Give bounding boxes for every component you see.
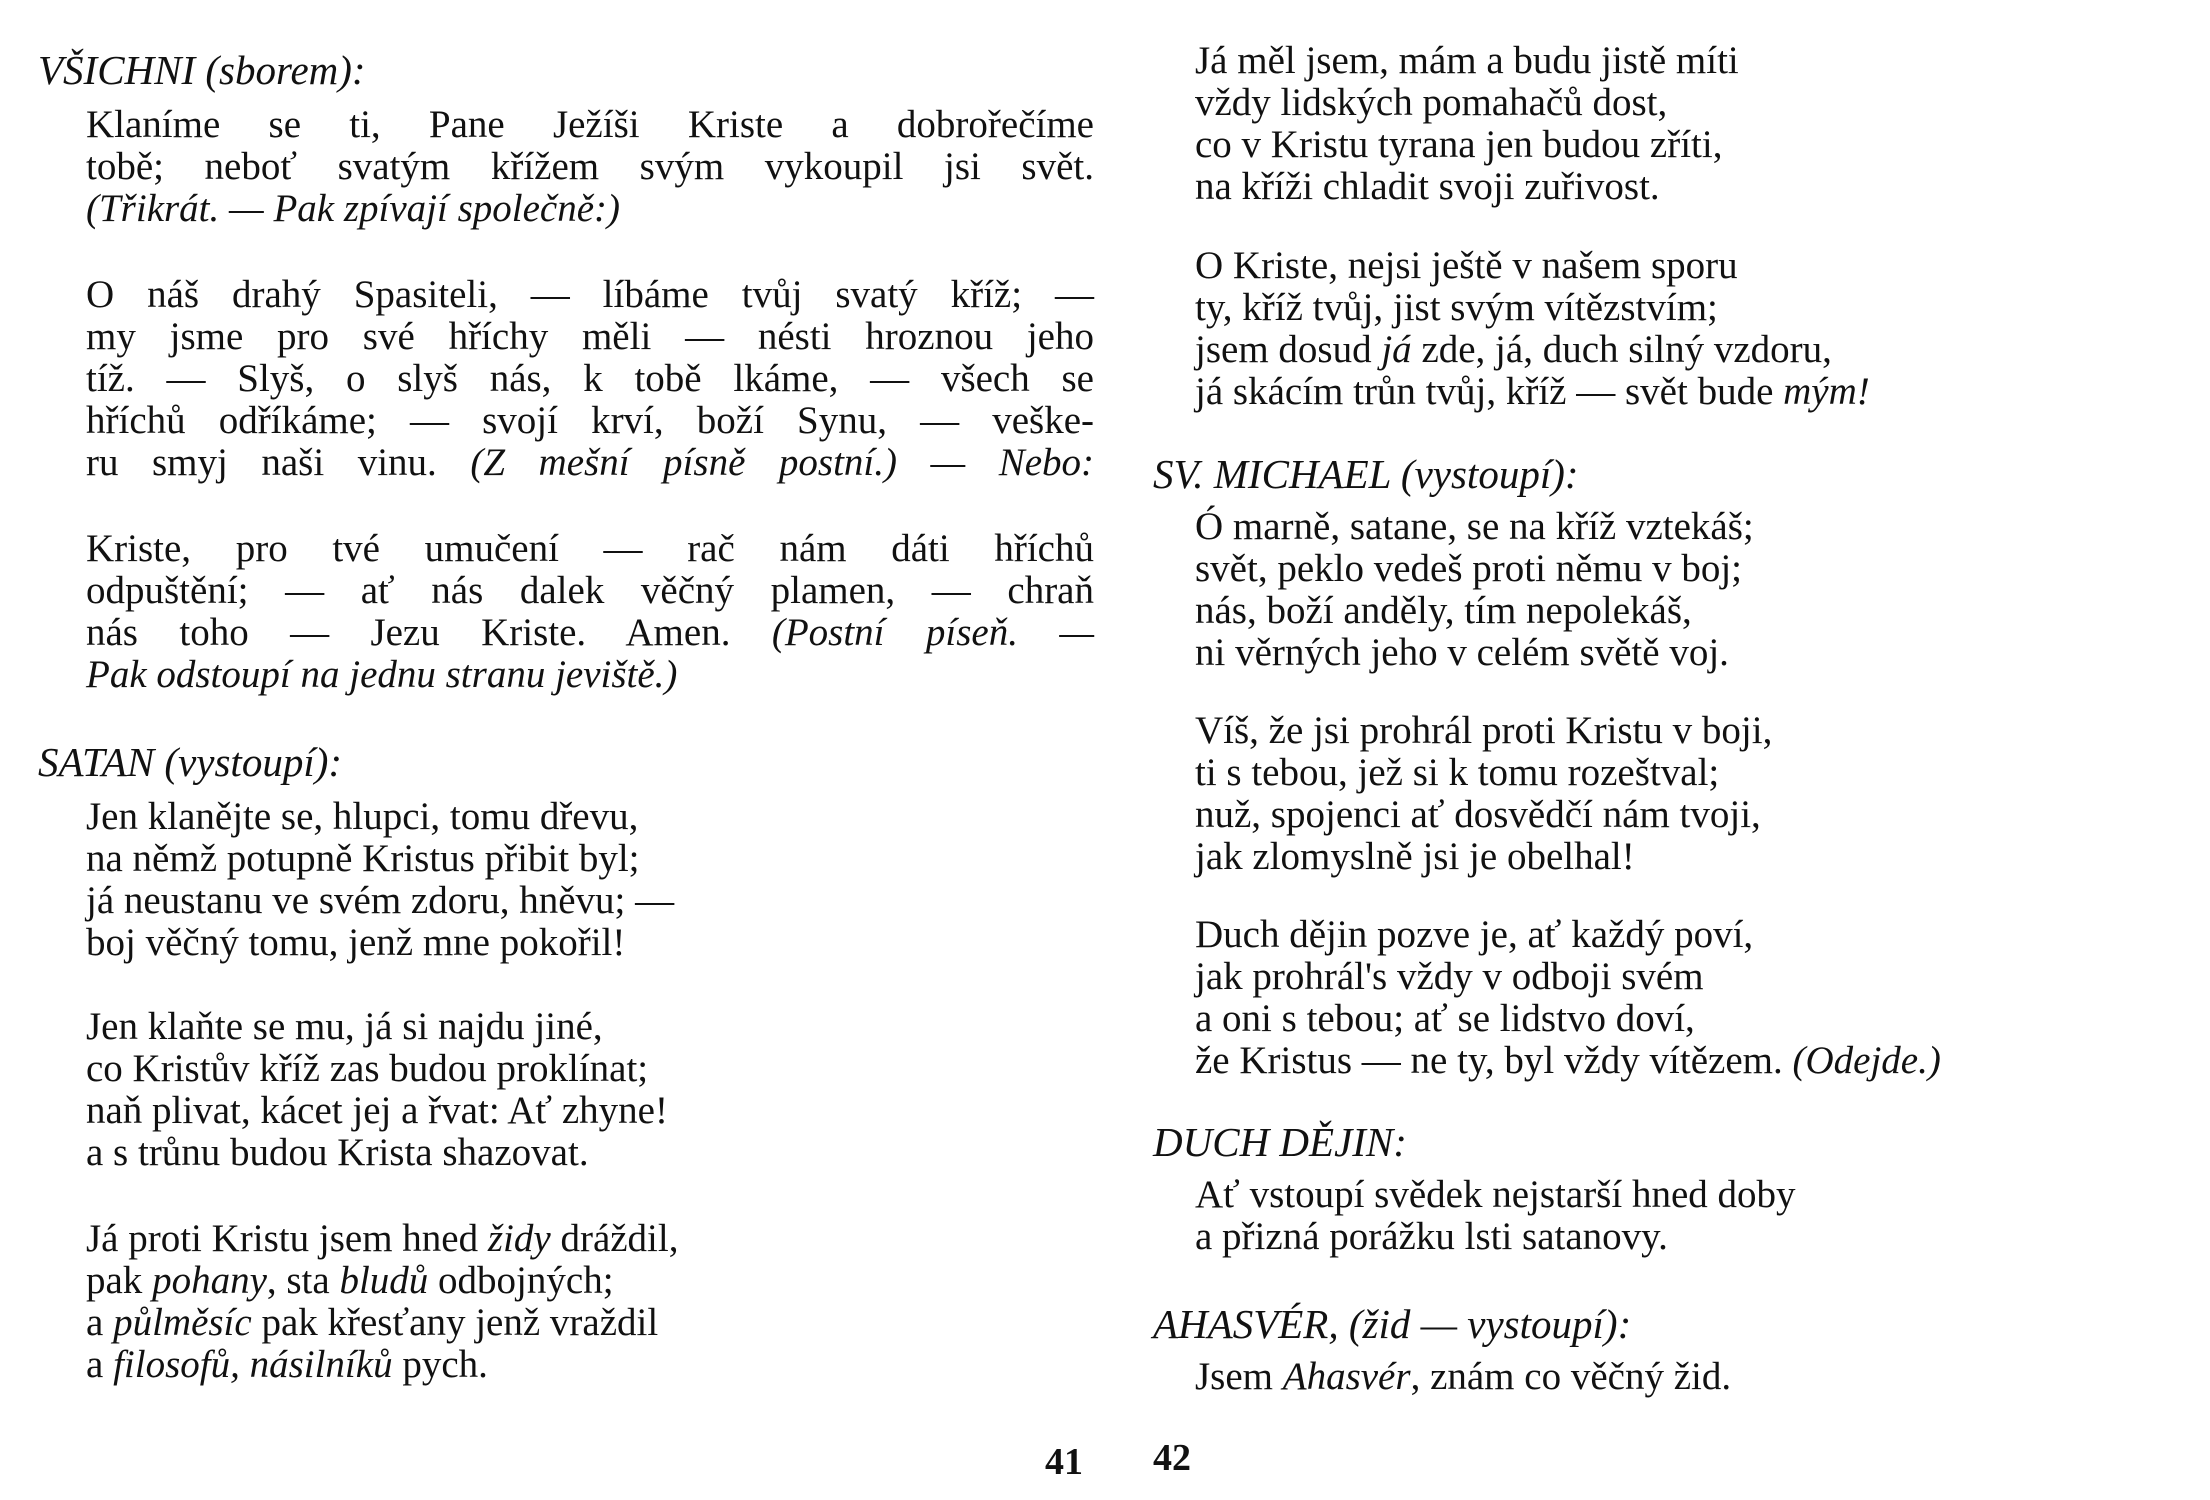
- verse-line: já skácím trůn tvůj, kříž — svět bude mým!: [1195, 370, 1870, 413]
- verse-line: naň plivat, kácet jej a řvat: Ať zhyne!: [86, 1089, 668, 1132]
- verse-line: že Kristus — ne ty, byl vždy vítězem. (Odejde.): [1195, 1039, 1941, 1082]
- michael-stanza-2: [1195, 710, 1772, 878]
- verse-line: jsem dosud já zde, já, duch silný vzdoru,: [1195, 328, 1832, 371]
- ahasver-line: [1195, 1356, 1731, 1398]
- verse-line: jak zlomyslně jsi je obelhal!: [1195, 835, 1635, 878]
- verse-line: Duch dějin pozve je, ať každý poví,: [1195, 913, 1754, 956]
- text-line: hříchů odříkáme; — svojí krví, boží Synu, — veške-: [86, 399, 1094, 442]
- stage-direction: Pak odstoupí na jednu stranu jeviště.): [86, 653, 678, 696]
- verse-line: jak prohrál's vždy v odboji svém: [1195, 955, 1704, 998]
- text-line: tobě; neboť svatým křížem svým vykoupil jsi svět.: [86, 145, 1094, 188]
- verse-line: Ó marně, satane, se na kříž vztekáš;: [1195, 505, 1754, 548]
- verse-line: Jen klaňte se mu, já si najdu jiné,: [86, 1005, 603, 1048]
- speaker-vsichni: VŠICHNI (sborem):: [38, 47, 366, 93]
- stage-direction: (Třikrát. — Pak zpívají společně:): [86, 187, 620, 230]
- text-line: O náš drahý Spasiteli, — líbáme tvůj svatý kříž; —: [86, 273, 1094, 316]
- stage-direction: (Z mešní písně postní.) — Nebo:: [470, 441, 1095, 484]
- verse-line: co Kristův kříž zas budou proklínat;: [86, 1047, 649, 1090]
- verse-line: ti s tebou, jež si k tomu rozeštval;: [1195, 751, 1720, 794]
- page-number: 42: [1153, 1437, 1191, 1479]
- satan-stanza-1: [86, 796, 674, 964]
- text-line: my jsme pro své hříchy měli — nésti hroznou jeho: [86, 315, 1094, 358]
- verse-line: Jsem Ahasvér, znám co věčný žid.: [1195, 1355, 1732, 1398]
- speaker-michael: SV. MICHAEL (vystoupí):: [1153, 451, 1579, 497]
- speaker-ahasver: AHASVÉR, (žid — vystoupí):: [1153, 1301, 1632, 1347]
- satan-stanza-2: [86, 1006, 668, 1174]
- text-line: odpuštění; — ať nás dalek věčný plamen, — chraň: [86, 569, 1094, 612]
- stage-direction: (Postní píseň. —: [771, 611, 1094, 654]
- verse-line: nuž, spojenci ať dosvědčí nám tvoji,: [1195, 793, 1761, 836]
- stage-direction: (Odejde.): [1792, 1039, 1941, 1082]
- verse-line: a přizná porážku lsti satanovy.: [1195, 1215, 1668, 1258]
- verse-line: ni věrných jeho v celém světě voj.: [1195, 631, 1729, 674]
- vsichni-prayer: [86, 104, 1094, 230]
- duch-dejin-lines: [1195, 1174, 1796, 1258]
- satan-stanza-5: [1195, 245, 1870, 413]
- verse-line: Já měl jsem, mám a budu jistě míti: [1195, 39, 1739, 82]
- text-line: Kriste, pro tvé umučení — rač nám dáti hříchů: [86, 527, 1094, 570]
- verse-line: na němž potupně Kristus přibit byl;: [86, 837, 640, 880]
- page-number: 41: [1045, 1441, 1083, 1483]
- michael-stanza-3: [1195, 914, 1941, 1082]
- verse-line: Víš, že jsi prohrál proti Kristu v boji,: [1195, 709, 1773, 752]
- satan-stanza-3: [86, 1218, 678, 1386]
- verse-line: nás, boží anděly, tím nepolekáš,: [1195, 589, 1692, 632]
- verse-line: O Kriste, nejsi ještě v našem sporu: [1195, 244, 1738, 287]
- verse-line: svět, peklo vedeš proti němu v boj;: [1195, 547, 1742, 590]
- right-page: [1105, 0, 2210, 1500]
- verse-line: pak pohany, sta bludů odbojných;: [86, 1259, 614, 1302]
- speaker-duch-dejin: DUCH DĚJIN:: [1153, 1119, 1407, 1165]
- verse-line: Já proti Kristu jsem hned židy dráždil,: [86, 1217, 679, 1260]
- verse-line: ty, kříž tvůj, jist svým vítězstvím;: [1195, 286, 1718, 329]
- verse-line: já neustanu ve svém zdoru, hněvu; —: [86, 879, 675, 922]
- verse-line: vždy lidských pomahačů dost,: [1195, 81, 1668, 124]
- verse-line: a s trůnu budou Krista shazovat.: [86, 1131, 589, 1174]
- vsichni-hymn-1: [86, 274, 1094, 484]
- speaker-satan: SATAN (vystoupí):: [38, 739, 343, 785]
- text-line: Klaníme se ti, Pane Ježíši Kriste a dobrořečíme: [86, 103, 1094, 146]
- verse-line: Jen klanějte se, hlupci, tomu dřevu,: [86, 795, 639, 838]
- satan-stanza-4: [1195, 40, 1739, 208]
- text-line: ru smyj naši vinu. (Z mešní písně postní.) — Nebo:: [86, 441, 1095, 484]
- vsichni-hymn-2: [86, 528, 1094, 696]
- text-line: nás toho — Jezu Kriste. Amen. (Postní píseň. —: [86, 611, 1094, 654]
- verse-line: a filosofů, násilníků pych.: [86, 1343, 488, 1386]
- verse-line: na kříži chladit svoji zuřivost.: [1195, 165, 1660, 208]
- verse-line: co v Kristu tyrana jen budou zříti,: [1195, 123, 1723, 166]
- text-line: tíž. — Slyš, o slyš nás, k tobě lkáme, — všech se: [86, 357, 1094, 400]
- verse-line: a oni s tebou; ať se lidstvo doví,: [1195, 997, 1695, 1040]
- verse-line: a půlměsíc pak křesťany jenž vraždil: [86, 1301, 659, 1344]
- verse-line: Ať vstoupí svědek nejstarší hned doby: [1195, 1173, 1796, 1216]
- michael-stanza-1: [1195, 506, 1754, 674]
- verse-line: boj věčný tomu, jenž mne pokořil!: [86, 921, 626, 964]
